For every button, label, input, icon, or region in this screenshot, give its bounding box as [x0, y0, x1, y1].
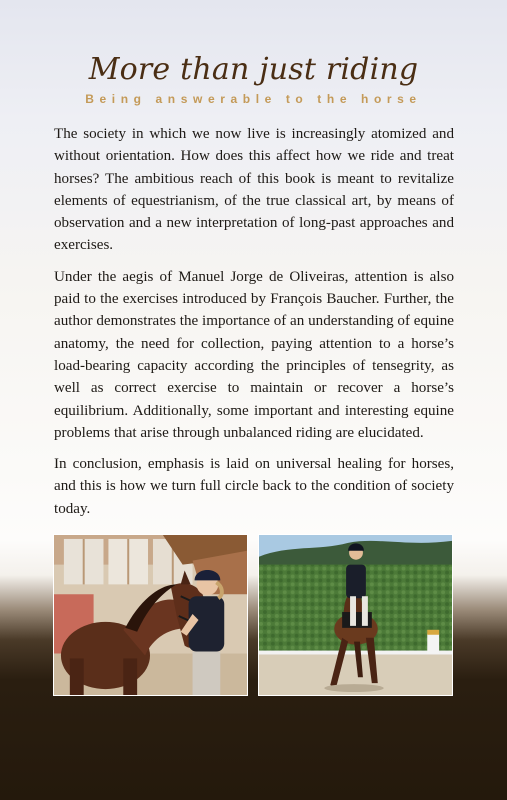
photo-illustration — [259, 535, 452, 695]
photo-illustration — [54, 535, 247, 695]
description-text — [54, 123, 454, 529]
paragraph-3: In conclusion, emphasis is laid on universal healing for horses, and this is how we turn full circle back to the condition of society today. — [54, 456, 454, 517]
photo-rider-on-horse-dressage-arena — [258, 534, 453, 696]
page-subtitle: Being answerable to the horse — [85, 92, 422, 106]
paragraph-1: The society in which we now live is increasingly atomized and without orientation. How does this affect how we ride and treat horses? The ambitious reach of this book is meant to revitalize elements of equestrianism, of the true classical art, by means of observation and a new interpretation of long-past approaches and exercises. — [54, 126, 454, 254]
photo-rider-with-horse-indoor-arena — [53, 534, 248, 696]
paragraph-2: Under the aegis of Manuel Jorge de Oliveiras, attention is also paid to the exercises introduced by François Baucher. Further, the author demonstrates the importance of an understanding of equine anatomy, the need for collection, paying attention to a horse’s load-bearing capacity according the principles of tensegrity, as well as correct exercise to maintain or recover a horse’s equilibrium. Additionally, some important and interesting equine problems that arise through unbalanced riding are elucidated. — [54, 268, 454, 441]
page-title: More than just riding — [88, 52, 419, 87]
